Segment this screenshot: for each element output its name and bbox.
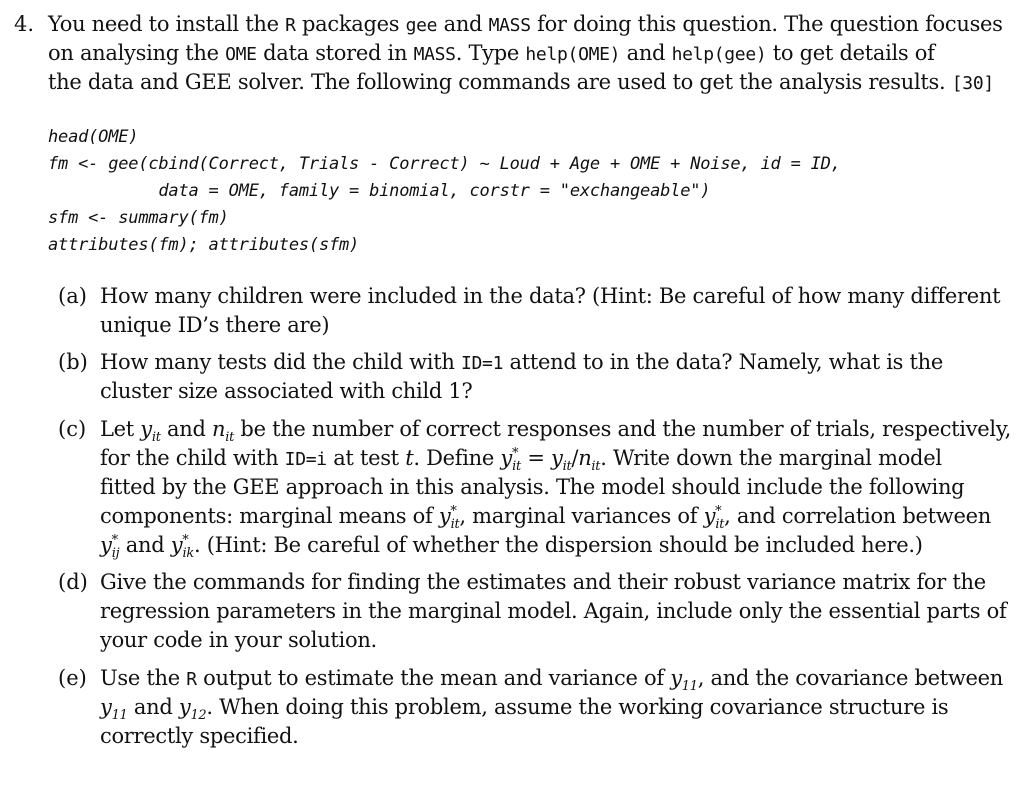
part-c-line-5: $y^*_{ij}$ and $y^*_{ik}$. (Hint: Be careful of whether the dispersion should be included here.) (100, 533, 923, 562)
math-n-it: $n_{it}$ (212, 417, 235, 446)
math-ystar-ij: $y^*_{ij}$ (100, 533, 120, 562)
part-a-label: (a) (58, 284, 87, 308)
code-mass: MASS (488, 15, 531, 36)
code-line-2: fm <- gee(cbind(Correct, Trials - Correct) ~ Loud + Age + OME + Noise, id = ID, (48, 154, 841, 174)
math-ystar-it: $y^*_{it}$ (703, 504, 725, 533)
part-d-line-1: Give the commands for finding the estimates and their robust variance matrix for the (100, 570, 986, 594)
part-c-line-3: fitted by the GEE approach in this analysis. The model should include the following (100, 475, 965, 499)
part-e-label: (e) (58, 666, 87, 690)
part-c-line-4: components: marginal means of $y^*_{it}$, marginal variances of $y^*_{it}$, and correlation between (100, 504, 991, 533)
code-help-ome: help(OME) (525, 44, 621, 65)
code-line-4: sfm <- summary(fm) (48, 208, 229, 228)
math-y-it: $y_{it}$ (140, 417, 161, 446)
part-b-label: (b) (58, 350, 88, 374)
code-line-1: head(OME) (48, 127, 139, 147)
part-d-line-3: your code in your solution. (100, 628, 377, 652)
part-b-line-1: How many tests did the child with ID=1 attend to in the data? Namely, what is the (100, 350, 944, 374)
code-help-gee: help(gee) (671, 44, 767, 65)
intro-line-1: You need to install the R packages gee and MASS for doing this question. The question focuses (48, 12, 1003, 36)
part-e-line-2: $y_{11}$ and $y_{12}$. When doing this problem, assume the working covariance structure is (100, 695, 949, 724)
math-y-11: $y_{11}$ (670, 666, 698, 695)
code-r: R (285, 15, 296, 36)
code-gee: gee (405, 15, 438, 36)
part-c-line-2: for the child with ID=i at test t. Define $y^*_{it} = y_{it}/n_{it}$. Write down the marginal model (100, 446, 942, 475)
intro-line-3: the data and GEE solver. The following commands are used to get the analysis results. [30] (48, 70, 994, 94)
math-y-11: $y_{11}$ (100, 695, 128, 724)
code-line-3: data = OME, family = binomial, corstr = "exchangeable") (48, 181, 711, 201)
code-ome: OME (225, 44, 257, 65)
math-y-12: $y_{12}$ (178, 695, 207, 724)
part-e-line-1: Use the R output to estimate the mean and variance of $y_{11}$, and the covariance between (100, 666, 1004, 695)
math-ystar-it: $y^*_{it}$ (438, 504, 460, 533)
math-define-ystar: $y^*_{it} = y_{it}/n_{it}$ (500, 446, 601, 475)
part-d-label: (d) (58, 570, 88, 594)
code-id-1: ID=1 (460, 353, 504, 374)
math-ystar-ik: $y^*_{ik}$ (170, 533, 194, 562)
intro-line-2: on analysing the OME data stored in MASS. Type help(OME) and help(gee) to get details of (48, 41, 935, 65)
code-mass: MASS (413, 44, 456, 65)
part-d-line-2: regression parameters in the marginal model. Again, include only the essential parts of (100, 599, 1007, 623)
marks-badge: [30] (951, 73, 994, 94)
part-b-line-2: cluster size associated with child 1? (100, 379, 473, 403)
part-c-label: (c) (58, 417, 87, 441)
code-line-5: attributes(fm); attributes(sfm) (48, 235, 360, 255)
question-number: 4. (14, 12, 35, 36)
code-r: R (186, 669, 197, 690)
code-id-i: ID=i (284, 449, 327, 470)
part-a-line-1: How many children were included in the data? (Hint: Be careful of how many different (100, 284, 1001, 308)
math-t: t (405, 446, 414, 470)
part-a-line-2: unique ID’s there are) (100, 313, 330, 337)
part-c-line-1: Let $y_{it}$ and $n_{it}$ be the number of correct responses and the number of trials, respectively, (100, 417, 1011, 446)
part-e-line-3: correctly specified. (100, 724, 299, 748)
